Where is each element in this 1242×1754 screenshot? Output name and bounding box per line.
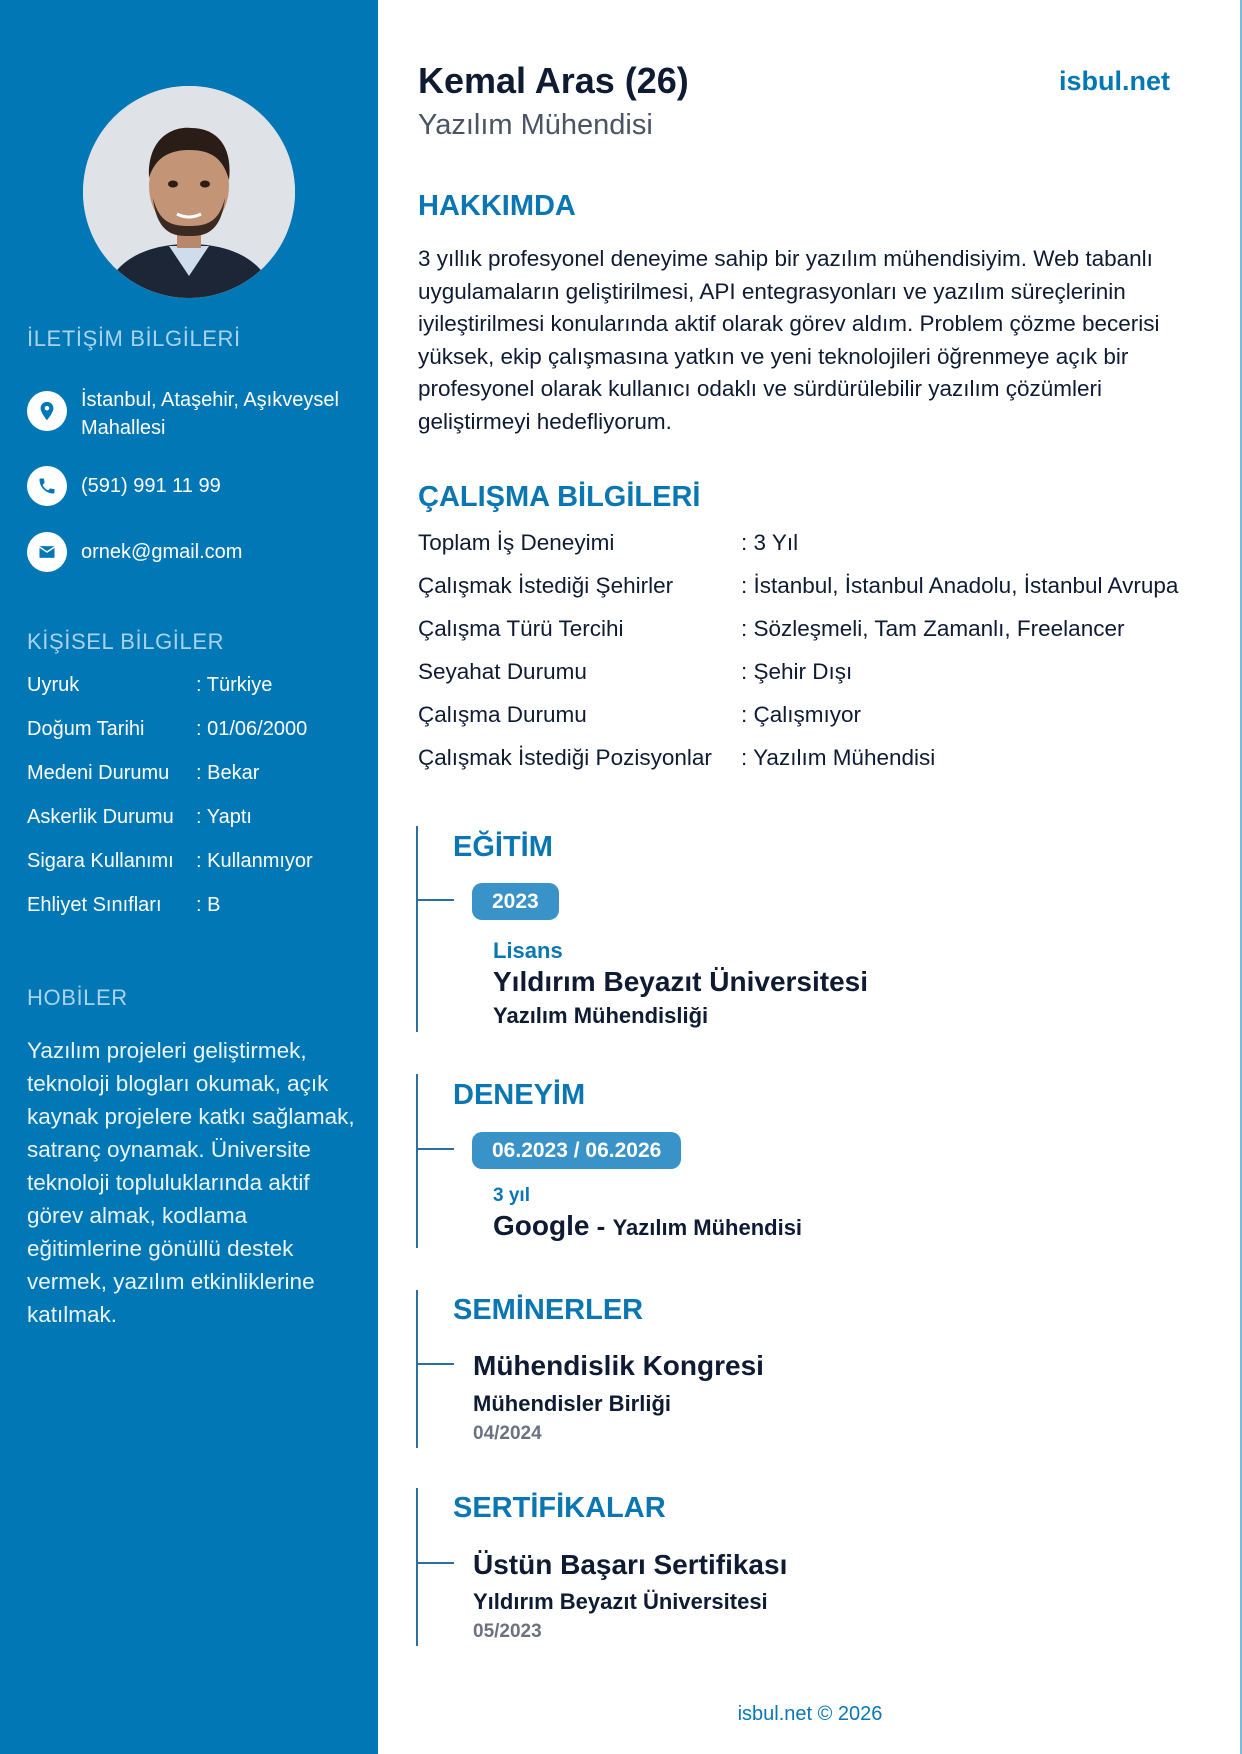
- seminar-org: Mühendisler Birliği: [473, 1391, 672, 1416]
- personal-row: [27, 674, 357, 718]
- location-pin-icon: [27, 391, 67, 431]
- seminars-timeline-tick: [417, 1363, 454, 1365]
- certificates-timeline-line: [416, 1488, 418, 1646]
- personal-info-list: [27, 674, 357, 938]
- contact-address: [27, 391, 357, 442]
- certificates-heading: SERTİFİKALAR: [453, 1492, 666, 1524]
- work-value: : Yazılım Mühendisi: [741, 745, 936, 770]
- mail-icon: [27, 532, 67, 572]
- personal-row: [27, 762, 357, 806]
- contact-phone: [27, 466, 357, 506]
- personal-value: : Bekar: [196, 762, 260, 784]
- work-row: [418, 573, 1218, 616]
- education-school: Yıldırım Beyazıt Üniversitesi: [493, 966, 869, 997]
- education-year-badge: 2023: [472, 883, 559, 920]
- personal-heading: KİŞİSEL BİLGİLER: [27, 629, 225, 654]
- personal-row: [27, 806, 357, 850]
- address-text: İstanbul, Ataşehir, Aşıkveysel Mahallesi: [81, 389, 339, 439]
- profile-photo: [83, 86, 295, 298]
- work-label: Toplam İş Deneyimi: [418, 530, 615, 555]
- experience-period-badge: 06.2023 / 06.2026: [472, 1132, 681, 1169]
- personal-label: Medeni Durumu: [27, 762, 170, 784]
- about-heading: HAKKIMDA: [418, 190, 576, 222]
- experience-duration: 3 yıl: [493, 1185, 530, 1206]
- work-row: [418, 702, 1218, 745]
- education-timeline-tick: [417, 899, 454, 901]
- about-text: 3 yıllık profesyonel deneyime sahip bir yazılım mühendisiyim. Web tabanlı uygulamaların geliştirilmesi, API entegrasyonları ve yazılım süreçlerinin iyileştirilmesi konularında aktif olarak görev aldım. Problem çözme becerisi yüksek, ekip çalışmasına yatkın ve yeni teknolojileri öğrenmeye açık bir profesyonel olarak kullanıcı odaklı ve sürdürülebilir yazılım çözümleri geliştirmeyi hedefliyorum.: [418, 246, 1160, 434]
- experience-company: Google: [493, 1210, 590, 1241]
- personal-label: Ehliyet Sınıfları: [27, 894, 162, 916]
- work-value: : İstanbul, İstanbul Anadolu, İstanbul Avrupa: [741, 573, 1179, 598]
- personal-value: : Kullanmıyor: [196, 850, 313, 872]
- hobbies-heading: HOBİLER: [27, 985, 128, 1010]
- seminar-date: 04/2024: [473, 1423, 542, 1444]
- certificate-name: Üstün Başarı Sertifikası: [473, 1549, 788, 1580]
- work-value: : Sözleşmeli, Tam Zamanlı, Freelancer: [741, 616, 1125, 641]
- personal-value: : 01/06/2000: [196, 718, 308, 740]
- seminars-timeline-line: [416, 1290, 418, 1448]
- work-label: Seyahat Durumu: [418, 659, 587, 684]
- contact-email: [27, 532, 357, 572]
- personal-label: Uyruk: [27, 674, 80, 696]
- personal-row: [27, 894, 357, 938]
- personal-label: Sigara Kullanımı: [27, 850, 174, 872]
- personal-value: : Yaptı: [196, 806, 252, 828]
- work-heading: ÇALIŞMA BİLGİLERİ: [418, 481, 701, 513]
- personal-value: : B: [196, 894, 221, 916]
- candidate-title: Yazılım Mühendisi: [418, 109, 653, 141]
- work-label: Çalışma Türü Tercihi: [418, 616, 624, 641]
- experience-timeline-tick: [417, 1148, 454, 1150]
- footer-text[interactable]: isbul.net © 2026: [737, 1703, 883, 1725]
- hobbies-text: Yazılım projeleri geliştirmek, teknoloji blogları okumak, açık kaynak projelere katkı sağlamak, satranç oynamak. Üniversite teknoloji topluluklarında aktif görev almak, kodlama eğitimlerine gönüllü destek vermek, yazılım etkinliklerine katılmak.: [27, 1038, 355, 1327]
- work-info-list: [418, 530, 1218, 788]
- certificate-org: Yıldırım Beyazıt Üniversitesi: [473, 1589, 768, 1614]
- candidate-name: Kemal Aras (26): [418, 60, 689, 101]
- certificate-date: 05/2023: [473, 1621, 542, 1642]
- education-heading: EĞİTİM: [453, 831, 553, 863]
- brand-logo-text[interactable]: isbul.net: [1059, 66, 1171, 96]
- personal-row: [27, 718, 357, 762]
- work-row: [418, 616, 1218, 659]
- work-value: : 3 Yıl: [741, 530, 799, 555]
- experience-role: Yazılım Mühendisi: [612, 1215, 803, 1240]
- experience-heading: DENEYİM: [453, 1079, 586, 1111]
- personal-label: Askerlik Durumu: [27, 806, 174, 828]
- personal-value: : Türkiye: [196, 674, 273, 696]
- experience-timeline-line: [416, 1074, 418, 1248]
- certificates-timeline-tick: [417, 1562, 454, 1564]
- work-row: [418, 745, 1218, 788]
- contact-heading: İLETİŞİM BİLGİLERİ: [27, 326, 241, 351]
- personal-label: Doğum Tarihi: [27, 718, 145, 740]
- seminar-name: Mühendislik Kongresi: [473, 1350, 764, 1381]
- education-timeline-line: [416, 826, 418, 1032]
- personal-row: [27, 850, 357, 894]
- experience-separator: -: [589, 1211, 613, 1241]
- phone-text: (591) 991 11 99: [81, 475, 221, 497]
- email-text: ornek@gmail.com: [81, 541, 243, 563]
- work-label: Çalışma Durumu: [418, 702, 587, 727]
- work-row: [418, 530, 1218, 573]
- seminars-heading: SEMİNERLER: [453, 1294, 644, 1326]
- phone-icon: [27, 466, 67, 506]
- work-value: : Şehir Dışı: [741, 659, 853, 684]
- experience-company-line: [493, 1210, 802, 1242]
- work-row: [418, 659, 1218, 702]
- work-label: Çalışmak İstediği Pozisyonlar: [418, 745, 712, 770]
- education-department: Yazılım Mühendisliği: [493, 1003, 709, 1028]
- work-value: : Çalışmıyor: [741, 702, 862, 727]
- work-label: Çalışmak İstediği Şehirler: [418, 573, 674, 598]
- education-degree: Lisans: [493, 938, 563, 963]
